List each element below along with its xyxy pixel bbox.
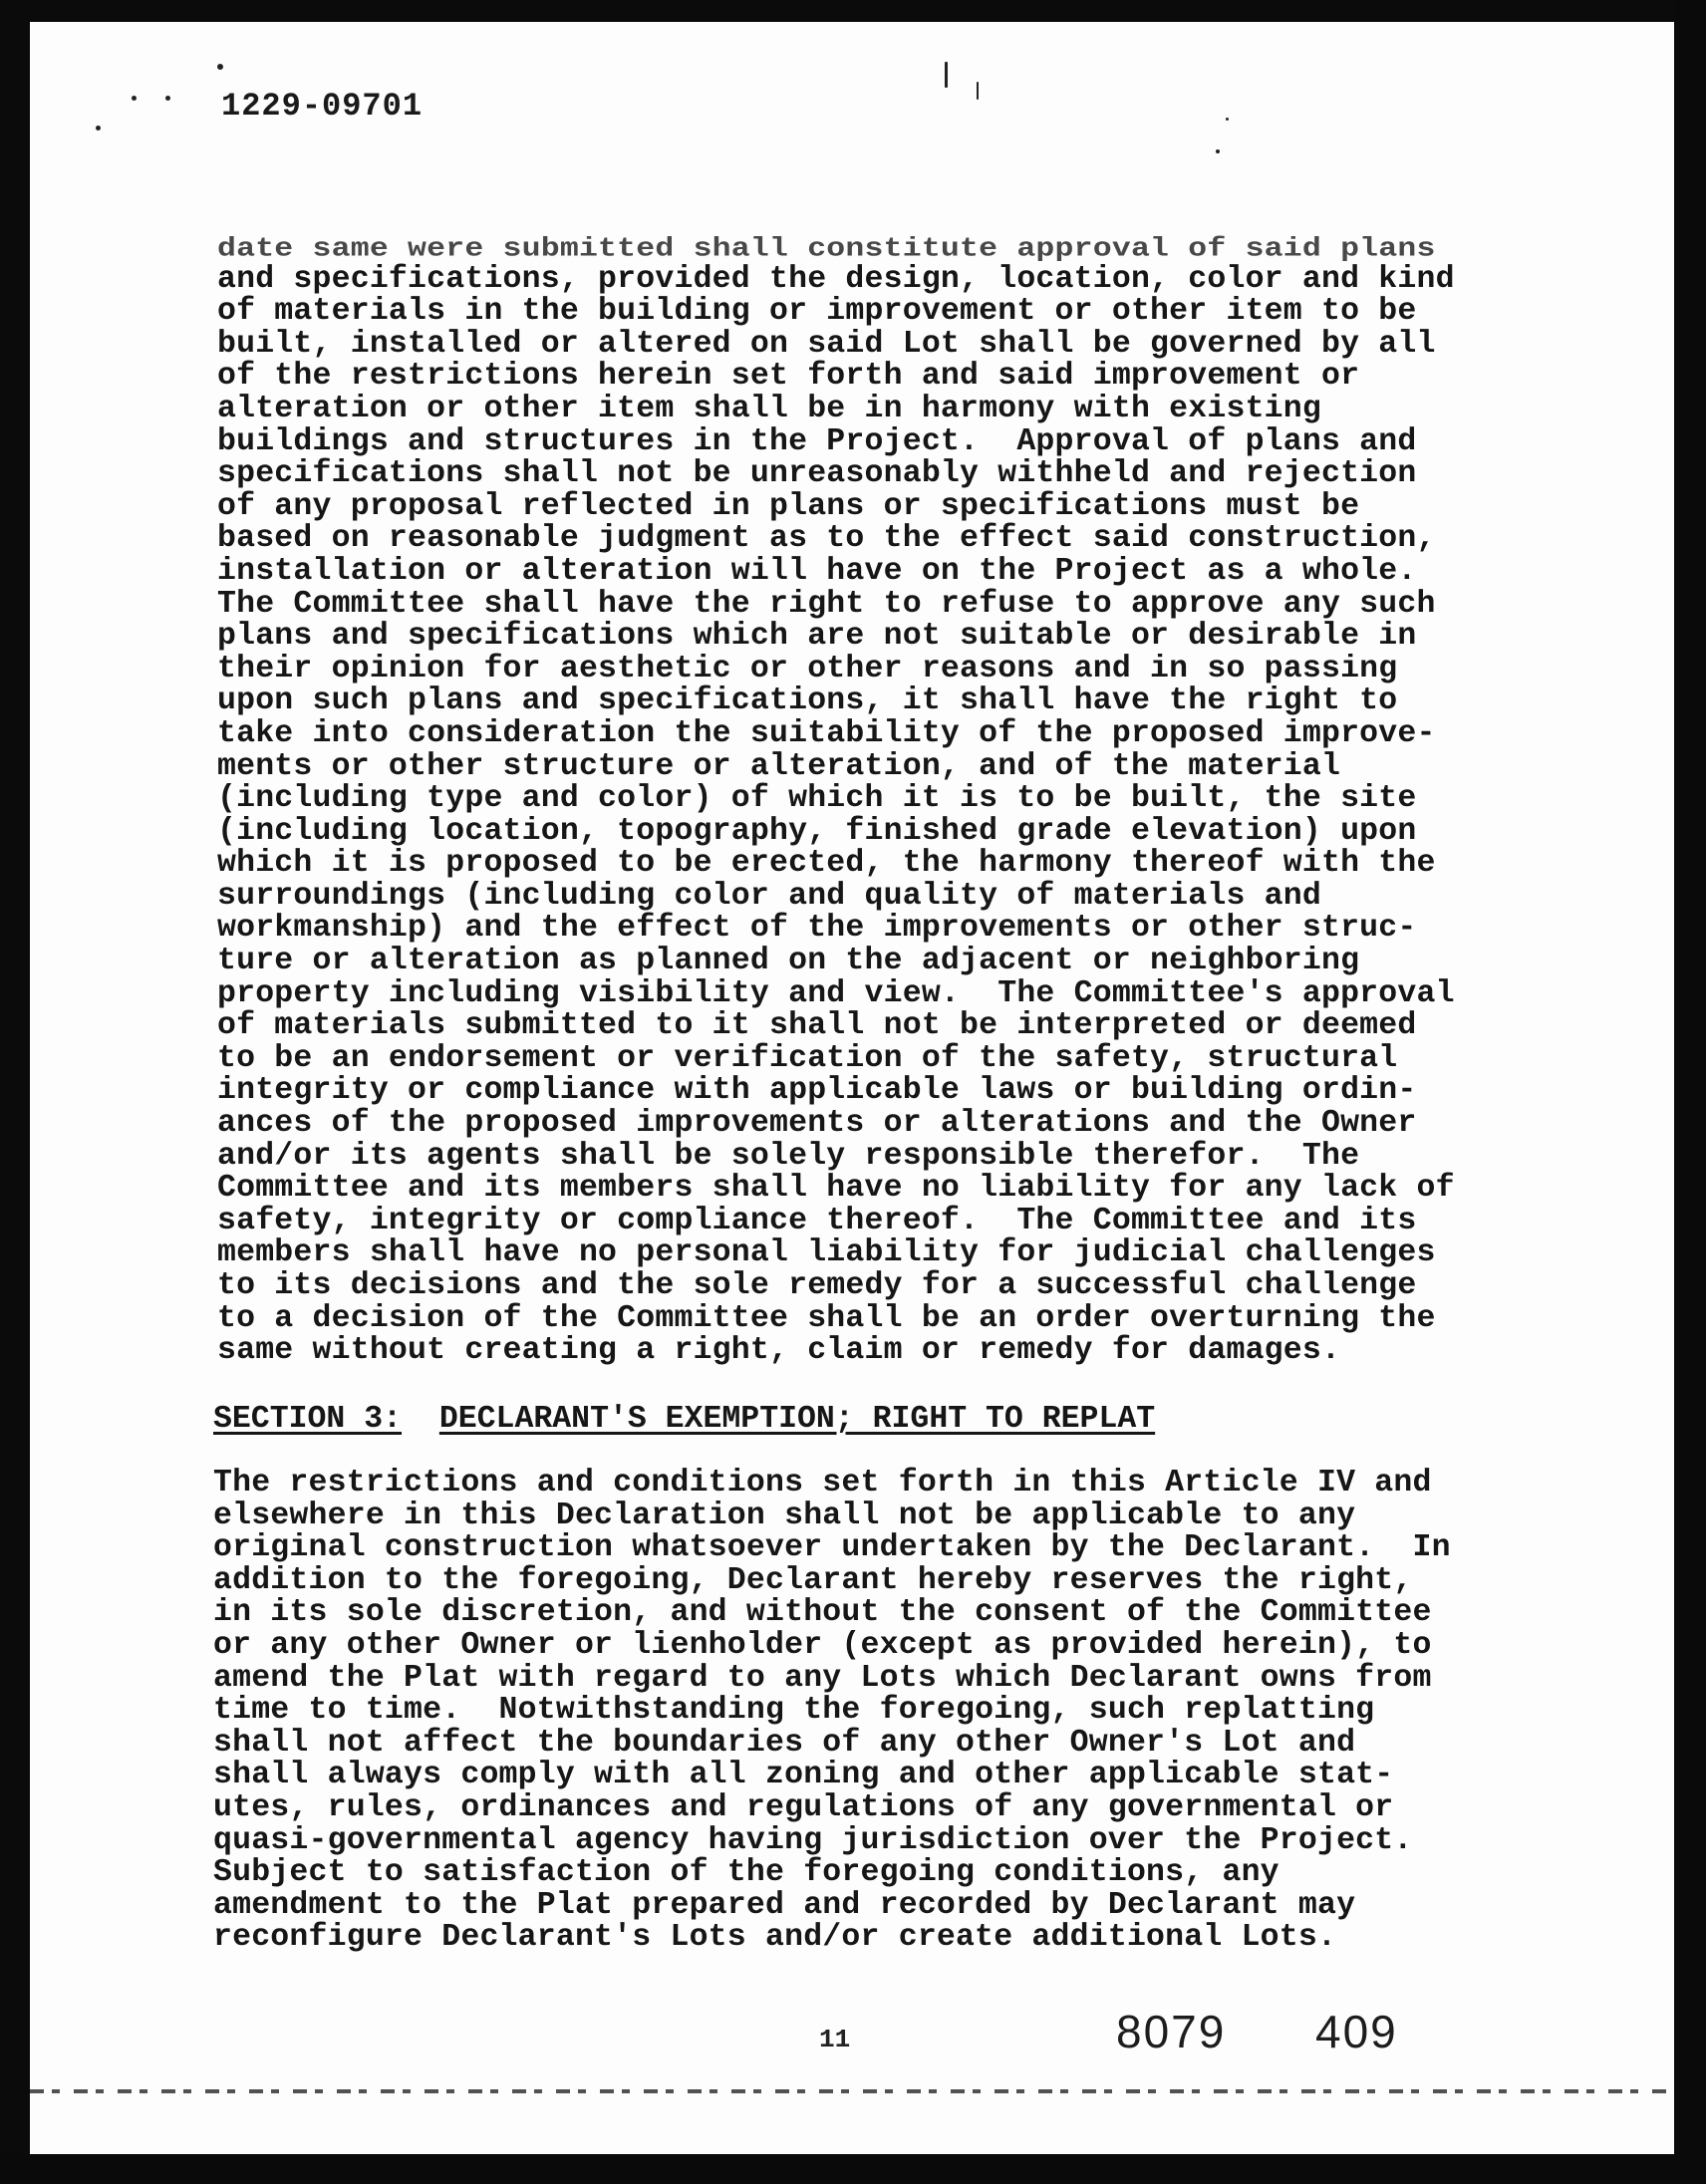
- text-line: original construction whatsoever undertaken by the Declarant. In: [213, 1530, 1451, 1566]
- text-line: take into consideration the suitability of the proposed improve-: [217, 715, 1436, 751]
- text-line: shall not affect the boundaries of any other Owner's Lot and: [213, 1725, 1356, 1761]
- text-line: buildings and structures in the Project. Approval of plans and: [217, 423, 1417, 459]
- text-line: safety, integrity or compliance thereof. The Committee and its: [217, 1203, 1417, 1238]
- scan-speck: [217, 64, 223, 70]
- text-line: (including type and color) of which it is to be built, the site: [217, 781, 1417, 817]
- text-line: of any proposal reflected in plans or specifications must be: [217, 488, 1360, 524]
- scan-edge-noise: [1674, 0, 1706, 2184]
- scan-speck: [132, 96, 137, 101]
- paragraph-exemption: [213, 1468, 1519, 1955]
- text-line: and specifications, provided the design, location, color and kind: [217, 261, 1455, 297]
- text-line: to be an endorsement or verification of the safety, structural: [217, 1040, 1398, 1076]
- text-line: same without creating a right, claim or remedy for damages.: [217, 1333, 1341, 1369]
- text-line: reconfigure Declarant's Lots and/or create additional Lots.: [213, 1920, 1337, 1956]
- text-line: integrity or compliance with applicable laws or building ordin-: [217, 1073, 1417, 1109]
- scan-speck: [1216, 149, 1220, 153]
- text-line: The restrictions and conditions set forth in this Article IV and: [213, 1466, 1432, 1501]
- text-line: quasi-governmental agency having jurisdiction over the Project.: [213, 1822, 1413, 1858]
- text-line: built, installed or altered on said Lot shall be governed by all: [217, 326, 1436, 362]
- text-line: plans and specifications which are not suitable or desirable in: [217, 619, 1417, 655]
- text-line: (including location, topography, finished grade elevation) upon: [217, 813, 1417, 849]
- text-line: workmanship) and the effect of the improvements or other struc-: [217, 911, 1417, 947]
- text-line: which it is proposed to be erected, the harmony thereof with the: [217, 846, 1436, 882]
- scan-speck: [1226, 118, 1229, 121]
- text-line: ments or other structure or alteration, and of the material: [217, 748, 1341, 784]
- text-line: alteration or other item shall be in harmony with existing: [217, 391, 1321, 426]
- text-line: installation or alteration will have on the Project as a whole.: [217, 553, 1417, 589]
- text-line: of materials submitted to it shall not be interpreted or deemed: [217, 1008, 1417, 1044]
- text-line: ture or alteration as planned on the adjacent or neighboring: [217, 944, 1360, 979]
- text-line: based on reasonable judgment as to the effect said construction,: [217, 521, 1436, 557]
- section-heading-title: DECLARANT'S EXEMPTION; RIGHT TO REPLAT: [438, 1402, 1156, 1437]
- document-id: 1229-09701: [221, 88, 424, 125]
- page-number: 11: [819, 2025, 851, 2054]
- section-heading-number: SECTION 3:: [213, 1402, 403, 1437]
- text-line: The Committee shall have the right to refuse to approve any such: [217, 586, 1436, 622]
- text-line: Subject to satisfaction of the foregoing conditions, any: [213, 1855, 1280, 1891]
- text-line: specifications shall not be unreasonably withheld and rejection: [217, 456, 1417, 492]
- scan-speck: [945, 62, 948, 88]
- text-line: or any other Owner or lienholder (except as provided herein), to: [213, 1627, 1432, 1663]
- text-line: shall always comply with all zoning and other applicable stat-: [213, 1758, 1394, 1793]
- text-line: surroundings (including color and quality of materials and: [217, 878, 1321, 914]
- section-heading: [213, 1402, 1155, 1437]
- scan-speck: [96, 126, 101, 131]
- scan-speck: [977, 82, 979, 100]
- text-line: to a decision of the Committee shall be an order overturning the: [217, 1300, 1436, 1336]
- text-line: utes, rules, ordinances and regulations of any governmental or: [213, 1789, 1394, 1825]
- text-line: in its sole discretion, and without the consent of the Committee: [213, 1595, 1432, 1631]
- paragraph-approval: [217, 231, 1523, 1368]
- text-line: to its decisions and the sole remedy for a successful challenge: [217, 1268, 1417, 1303]
- text-line: elsewhere in this Declaration shall not be applicable to any: [213, 1498, 1356, 1533]
- document-page: [30, 22, 1674, 2154]
- text-line: upon such plans and specifications, it shall have the right to: [217, 683, 1398, 719]
- text-line: of the restrictions herein set forth and said improvement or: [217, 359, 1360, 395]
- book-page-number: 409: [1315, 2006, 1398, 2057]
- text-line: amend the Plat with regard to any Lots which Declarant owns from: [213, 1660, 1432, 1696]
- text-line: Committee and its members shall have no liability for any lack of: [217, 1171, 1455, 1207]
- text-line: property including visibility and view. The Committee's approval: [217, 975, 1455, 1011]
- text-line: addition to the foregoing, Declarant hereby reserves the right,: [213, 1562, 1413, 1598]
- text-line: their opinion for aesthetic or other reasons and in so passing: [217, 651, 1398, 686]
- text-line: members shall have no personal liability for judicial challenges: [217, 1235, 1436, 1271]
- book-number: 8079: [1116, 2006, 1227, 2057]
- text-line: date same were submitted shall constitute approval of said plans: [217, 234, 1436, 264]
- text-line: amendment to the Plat prepared and recorded by Declarant may: [213, 1887, 1356, 1923]
- text-line: of materials in the building or improvement or other item to be: [217, 294, 1417, 330]
- scan-dashed-rule: [30, 2089, 1674, 2093]
- text-line: ances of the proposed improvements or alterations and the Owner: [217, 1106, 1417, 1142]
- text-line: and/or its agents shall be solely responsible therefor. The: [217, 1138, 1360, 1174]
- text-line: time to time. Notwithstanding the foregoing, such replatting: [213, 1693, 1375, 1729]
- scan-speck: [165, 96, 170, 101]
- scan-edge-noise: [0, 2154, 1706, 2184]
